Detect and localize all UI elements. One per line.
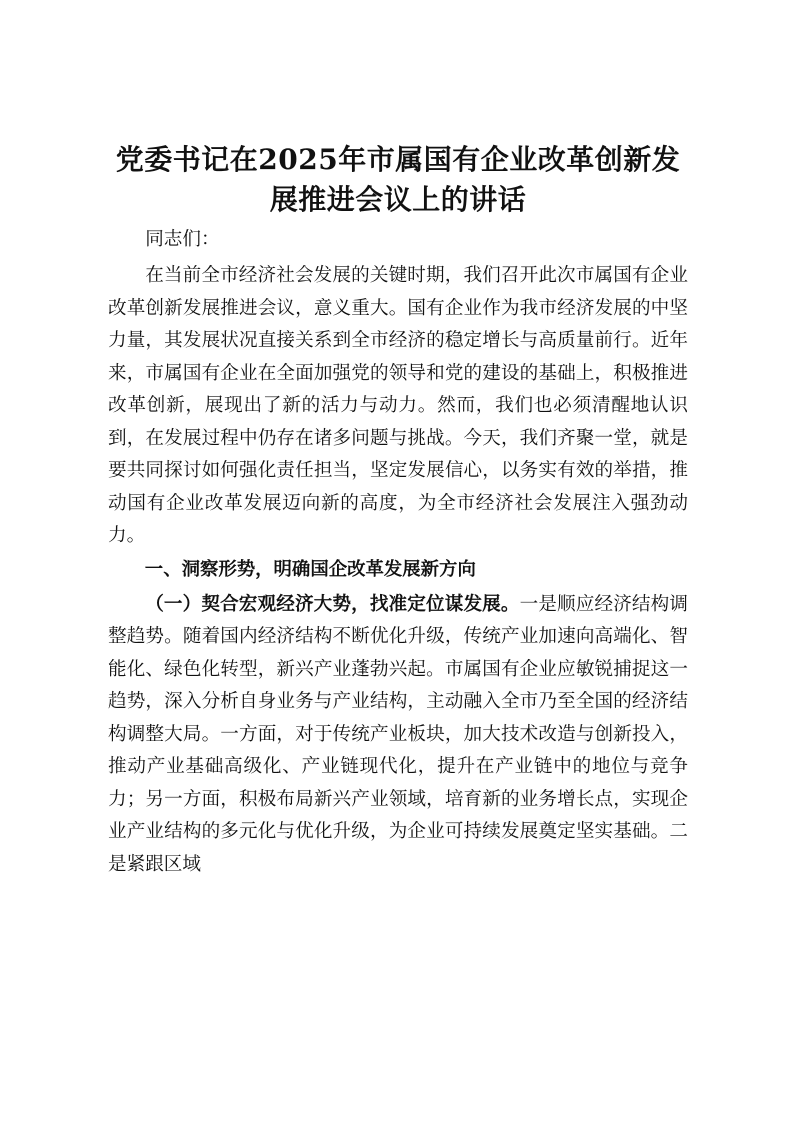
title-line-2: 展推进会议上的讲话 xyxy=(269,183,527,216)
section-heading-1: 一、洞察形势，明确国企改革发展新方向 xyxy=(144,558,476,580)
intro-paragraph: 在当前全市经济社会发展的关键时期，我们召开此次市属国有企业改革创新发展推进会议，意义重大。国有企业作为我市经济发展的中坚力量，其发展状况直接关系到全市经济的稳定增长与高质量前行。近年来，市属国有企业在全面加强党的领导和党的建设的基础上，积极推进改革创新，展现出了新的活力与动力。然而，我们也必须清醒地认识到，在发展过程中仍存在诸多问题与挑战。今天，我们齐聚一堂，就是要共同探讨如何强化责任担当，坚定发展信心，以务实有效的举措，推动国有企业改革发展迈向新的高度，为全市经济社会发展注入强劲动力。 xyxy=(108,265,688,546)
subsection-lead-1: （一）契合宏观经济大势，找准定位谋发展。 xyxy=(145,593,520,615)
title-line-1: 党委书记在2025年市属国有企业改革创新发 xyxy=(115,143,681,176)
subsection-paragraph-1 xyxy=(108,589,688,882)
subsection-body-1: 一是顺应经济结构调整趋势。随着国内经济结构不断优化升级，传统产业加速向高端化、智能化、绿色化转型，新兴产业蓬勃兴起。市属国有企业应敏锐捕捉这一趋势，深入分析自身业务与产业结构，主动融入全市乃至全国的经济结构调整大局。一方面，对于传统产业板块，加大技术改造与创新投入，推动产业基础高级化、产业链现代化，提升在产业链中的地位与竞争力；另一方面，积极布局新兴产业领域，培育新的业务增长点，实现企业产业结构的多元化与优化升级，为企业可持续发展奠定坚实基础。二是紧跟区域 xyxy=(108,593,688,875)
document-title xyxy=(108,140,688,220)
salutation: 同志们： xyxy=(145,229,220,250)
document-page xyxy=(108,140,688,881)
